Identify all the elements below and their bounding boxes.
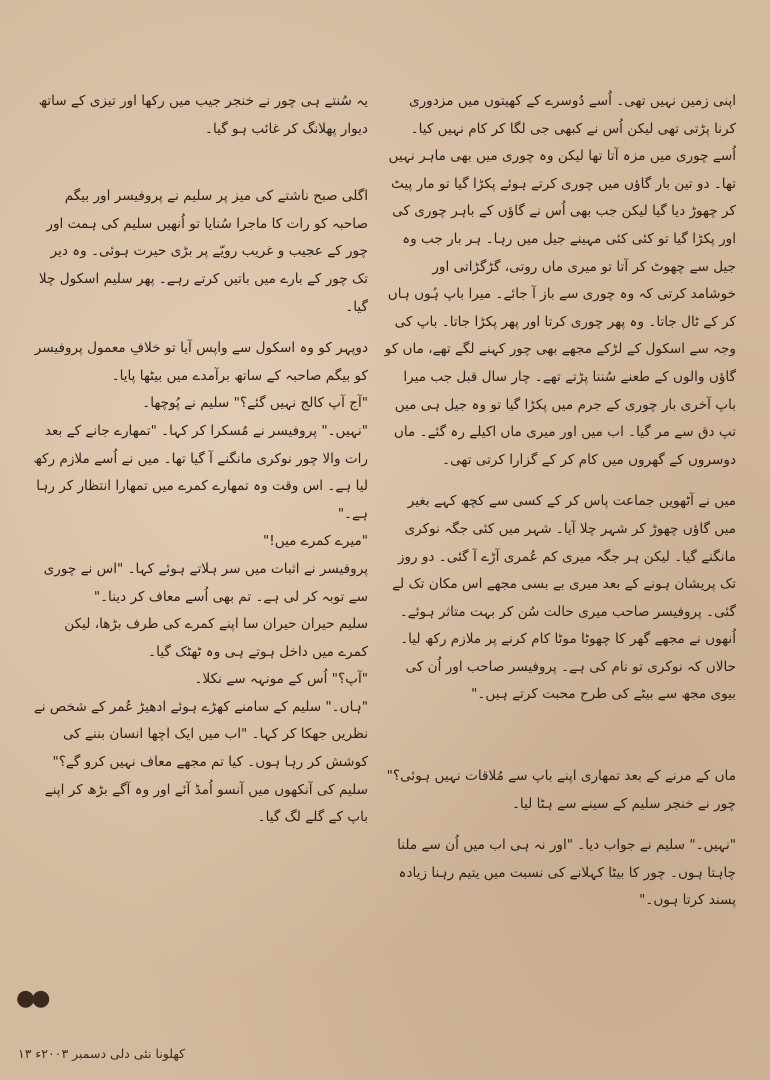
paragraph-afternoon: دوپہر کو وہ اسکول سے واپس آیا تو خلافِ معمول پروفیسر کو بیگم صاحبہ کے ساتھ برآمدے میں بیٹھا پایا۔ (34, 340, 368, 384)
paragraph-embrace: سلیم کی آنکھوں میں آنسو اُمڈ آئے اور وہ آگے بڑھ کر اپنے باپ کے گلے لگ گیا۔ (44, 781, 368, 826)
left-column (32, 88, 368, 832)
paragraph-next-morning: اگلی صبح ناشتے کی میز پر سلیم نے پروفیسر اور بیگم صاحبہ کو رات کا ماجرا سُنایا تو اُنھیں سلیم کی ہمت اور چور کے عجیب و غریب رویّے پر بڑی حیرت ہوئی۔ وہ دیر تک چور کے بارے میں باتیں کرتے رہے۔ پھر سلیم اسکول چلا گیا۔ (38, 188, 368, 315)
end-mark: ●● (16, 986, 47, 1011)
paragraph-you: "آپ؟" اُس کے مونہہ سے نکلا۔ (194, 671, 368, 688)
paragraph-father-thief: اپنی زمین نہیں تھی۔ اُسے دُوسرے کے کھیتوں میں مزدوری کرنا پڑتی تھی لیکن اُس نے کبھی جی لگا کر کام نہیں کیا۔ اُسے چوری میں مزہ آتا تھا لیکن وہ چوری میں بھی ماہر نہیں تھا۔ دو تین بار گاؤں میں چوری کرتے ہوئے پکڑا گیا تو مار پیٹ کر چھوڑ دیا گیا لیکن جب بھی اُس نے گاؤں کے باہر چوری کی اور پکڑا گیا تو کئی کئی مہینے جیل میں رہا۔ ہر بار جب وہ جیل سے چھوٹ کر آتا تو میری ماں روتی، گڑگڑاتی اور خوشامد کرتی کہ وہ چوری سے باز آ جائے۔ میرا باپ ہُوں ہاں کر کے ٹال جاتا۔ وہ پھر چوری کرتا اور پھر پکڑا جاتا۔ باپ کی وجہ سے اسکول کے لڑکے مجھے بھی چور کہنے لگے تھے، ماں کو گاؤں والوں کے طعنے سُننا پڑتے تھے۔ چار سال قبل جب میرا باپ آخری بار چوری کے جرم میں پکڑا گیا تو وہ جیل ہی میں تپ دق سے مر گیا۔ اب میں اور میری ماں اکیلے رہ گئے۔ ماں دوسروں کے گھروں میں کام کر کے گزارا کرتی تھی۔ (384, 93, 736, 468)
right-column (384, 88, 736, 915)
paragraph-thief-vanished: یہ سُنتے ہی چور نے خنجر جیب میں رکھا اور تیزی کے ساتھ دیوار پھلانگ کر غائب ہو گیا۔ (38, 93, 368, 137)
paragraph-salim-enters: سلیم حیران حیران سا اپنے کمرے کی طرف بڑھا، لیکن کمرے میں داخل ہوتے ہی وہ ٹھٹک گیا۔ (64, 616, 368, 660)
paragraph-forgive: پروفیسر نے اثبات میں سر ہلاتے ہوئے کہا۔ "اس نے چوری سے توبہ کر لی ہے۔ تم بھی اُسے معاف کر دینا۔" (43, 560, 368, 605)
paragraph-thief-question: ماں کے مرنے کے بعد تمھاری اپنے باپ سے مُلاقات نہیں ہوئی؟" چور نے خنجر سلیم کے سینے سے ہٹا لیا۔ (386, 768, 736, 812)
paragraph-college-question: "آج آپ کالج نہیں گئے؟" سلیم نے پُوچھا۔ (142, 395, 368, 412)
paragraph-professor-reply: "نہیں۔" پروفیسر نے مُسکرا کر کہا۔ "تمھارے جانے کے بعد رات والا چور نوکری مانگنے آ گیا تھا۔ میں نے اُسے ملازم رکھ لیا ہے۔ اس وقت وہ تمھارے کمرے میں تمھارا انتظار کر رہا ہے۔" (33, 422, 368, 522)
page-footer: کھلونا نئی دلی دسمبر ۲۰۰۳ء ۱۳ (18, 1046, 186, 1061)
paragraph-my-room: "میرے کمرے میں!" (263, 533, 368, 550)
paragraph-father-speaks: "ہاں۔" سلیم کے سامنے کھڑے ہوئے ادھیڑ عُمر کے شخص نے نظریں جھکا کر کہا۔ "اب میں ایک اچھا انسان بننے کی کوشش کر رہا ہوں۔ کیا تم مجھے معاف نہیں کرو گے؟" (33, 698, 368, 771)
paragraph-came-to-city: میں نے آٹھویں جماعت پاس کر کے کسی سے کچھ کہے بغیر میں گاؤں چھوڑ کر شہر چلا آیا۔ شہر میں کئی جگہ نوکری مانگنے گیا۔ لیکن ہر جگہ میری کم عُمری آڑے آ گئی۔ دو روز تک پریشان ہونے کے بعد میری بے بسی مجھے اس مکان تک لے گئی۔ پروفیسر صاحب میری حالت سُن کر بہت متاثر ہوئے۔ اُنھوں نے مجھے گھر کا چھوٹا موٹا کام کرنے پر ملازم رکھ لیا۔ حالاں کہ نوکری تو نام کی ہے۔ پروفیسر صاحب اور اُن کی بیوی مجھ سے بیٹے کی طرح محبت کرتے ہیں۔" (392, 493, 736, 703)
paragraph-salim-answer: "نہیں۔" سلیم نے جواب دیا۔ "اور نہ ہی اب میں اُن سے ملنا چاہتا ہوں۔ چور کا بیٹا کہلانے کی نسبت میں یتیم رہنا زیادہ پسند کرتا ہوں۔" (397, 837, 736, 909)
